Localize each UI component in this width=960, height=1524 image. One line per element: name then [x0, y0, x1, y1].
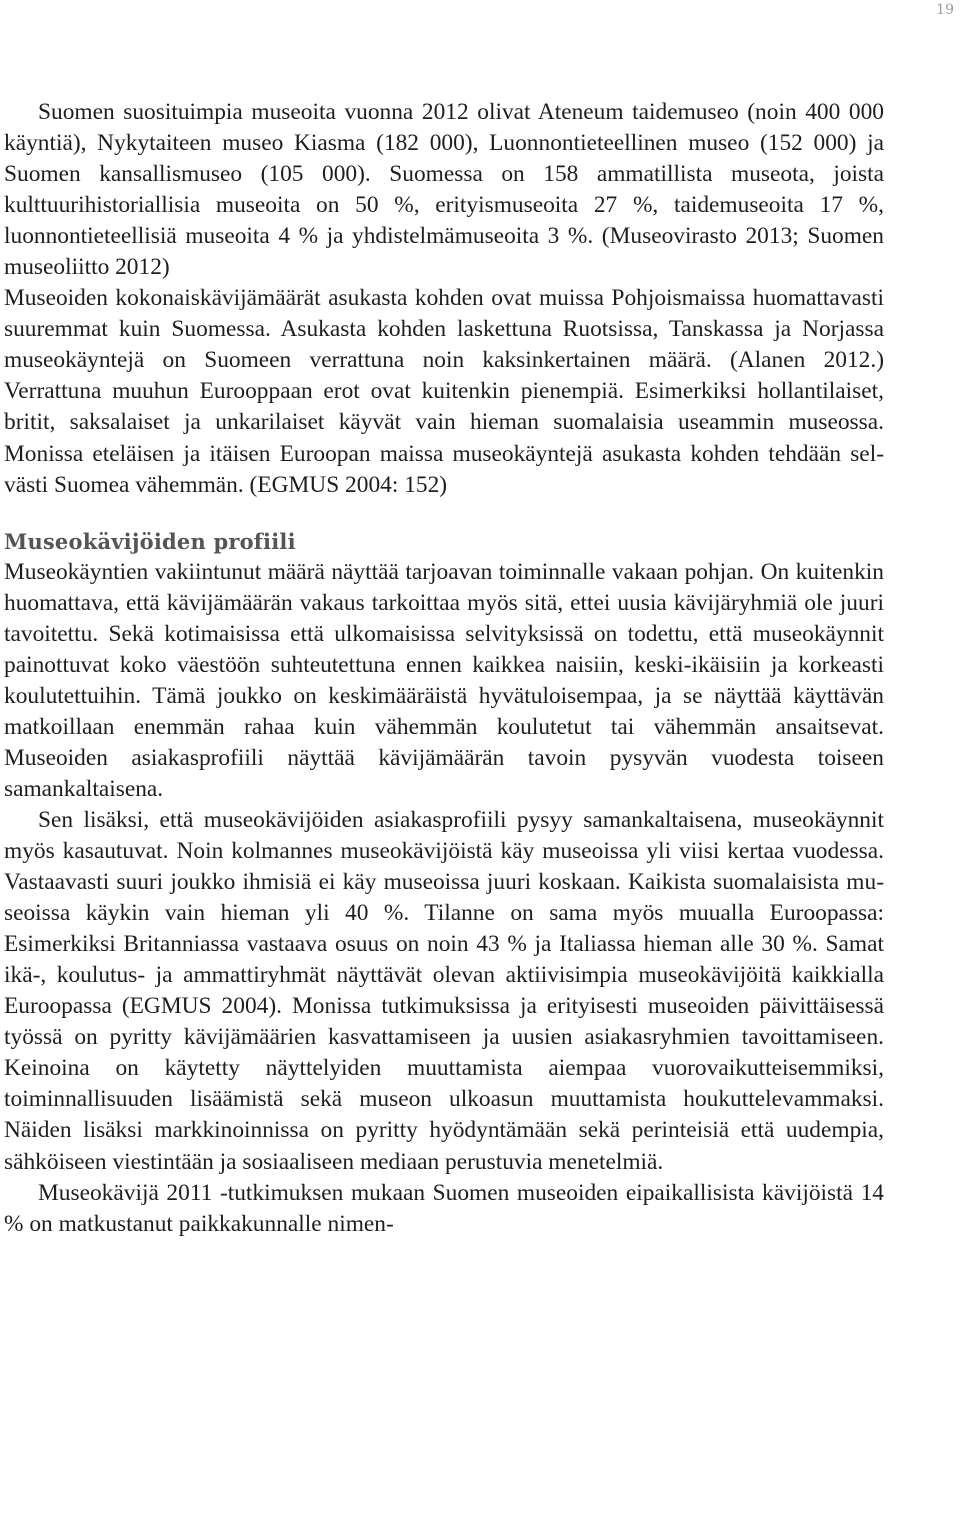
article-body	[4, 97, 884, 1240]
paragraph-nordic-comparison: Museoiden kokonaiskävijämäärät asukasta kohden ovat muissa Pohjoismaissa huomattavasti suuremmat kuin Suomessa. Asukasta kohden laskettuna Ruotsissa, Tanskassa ja Norjassa museokäyntejä on Suomeen verrattuna noin kaksinkertainen määrä. (Alanen 2012.) Verrattuna muuhun Eurooppaan erot ovat kuitenkin pienempiä. Esimerkiksi hollantilaiset, britit, saksalaiset ja unkarilaiset käyvät vain hieman suomalaisia useammin museossa. Monissa eteläisen ja itäisen Euroopan maissa museokäyntejä asukasta kohden tehdään selvästi Suomea vähemmän. (EGMUS 2004: 152)	[4, 285, 884, 498]
paragraph-museokavija-2011: Museokävijä 2011 -tutkimuksen mukaan Suomen museoiden eipaikallisista kävijöistä 14 % on matkustanut paikkakunnalle nimen-	[4, 1179, 884, 1237]
section-heading: Museokävijöiden profiili	[4, 528, 296, 554]
page-number: 19	[936, 2, 954, 18]
paragraph-museums-popularity: Suomen suosituimpia museoita vuonna 2012 olivat Ateneum taidemuseo (noin 400 000 käyntiä), Nykytaiteen museo Kiasma (182 000), Luonnontieteellinen museo (152 000) ja Suomen kansallismuseo (105 000). Suomessa on 158 ammatillista museota, joista kulttuurihistoriallisia museoita on 50 %, erityismuseoita 27 %, taidemuseoita 17 %, luonnontieteellisiä museoita 4 % ja yhdistelmämuseoita 3 %. (Museovirasto 2013; Suomen museoliitto 2012)	[4, 99, 884, 281]
paragraph-visit-accumulation: Sen lisäksi, että museokävijöiden asiakasprofiili pysyy samankaltaisena, museokäynnit myös kasautuvat. Noin kolmannes museokävijöistä käy museoissa yli viisi kertaa vuodessa. Vastaavasti suuri joukko ihmisiä ei käy museoissa juuri koskaan. Kaikista suomalaisista museoissa käykin vain hieman yli 40 %. Tilanne on sama myös muualla Euroopassa: Esimerkiksi Britanniassa vastaava osuus on noin 43 % ja Italiassa hieman alle 30 %. Samat ikä-, koulutus- ja ammattiryhmät näyttävät olevan aktiivisimpia museokävijöitä kaikkialla Euroopassa (EGMUS 2004). Monissa tutkimuksissa ja erityisesti museoiden päivittäisessä työssä on pyritty kävijämäärien kasvattamiseen ja uusien asiakasryhmien tavoittamiseen. Keinoina on käytetty näyttelyiden muuttamista aiempaa vuorovaikutteisemmiksi, toiminnallisuuden lisäämistä sekä museon ulkoasun muuttamista houkuttelevammaksi. Näiden lisäksi markkinoinnissa on pyritty hyödyntämään sekä perinteisiä että uudempia, sähköiseen viestintään ja sosiaaliseen mediaan perustuvia menetelmiä.	[4, 806, 884, 1175]
paragraph-visitor-profile: Museokäyntien vakiintunut määrä näyttää tarjoavan toiminnalle vakaan pohjan. On kuitenkin huomattava, että kävijämäärän vakaus tarkoittaa myös sitä, ettei uusia kävijäryhmiä ole juuri tavoitettu. Sekä kotimaisissa että ulkomaisissa selvityksissä on todettu, että museokäynnit painottuvat koko väestöön suhteutettuna ennen kaikkea naisiin, keski-ikäisiin ja korkeasti koulutettuihin. Tämä joukko on keskimääräistä hyvätuloisempaa, ja se näyttää käyttävän matkoillaan enemmän rahaa kuin vähemmän koulutetut tai vähemmän ansaitsevat. Museoiden asiakasprofiili näyttää kävijämäärän tavoin pysyvän vuodesta toiseen samankaltaisena.	[4, 558, 884, 802]
